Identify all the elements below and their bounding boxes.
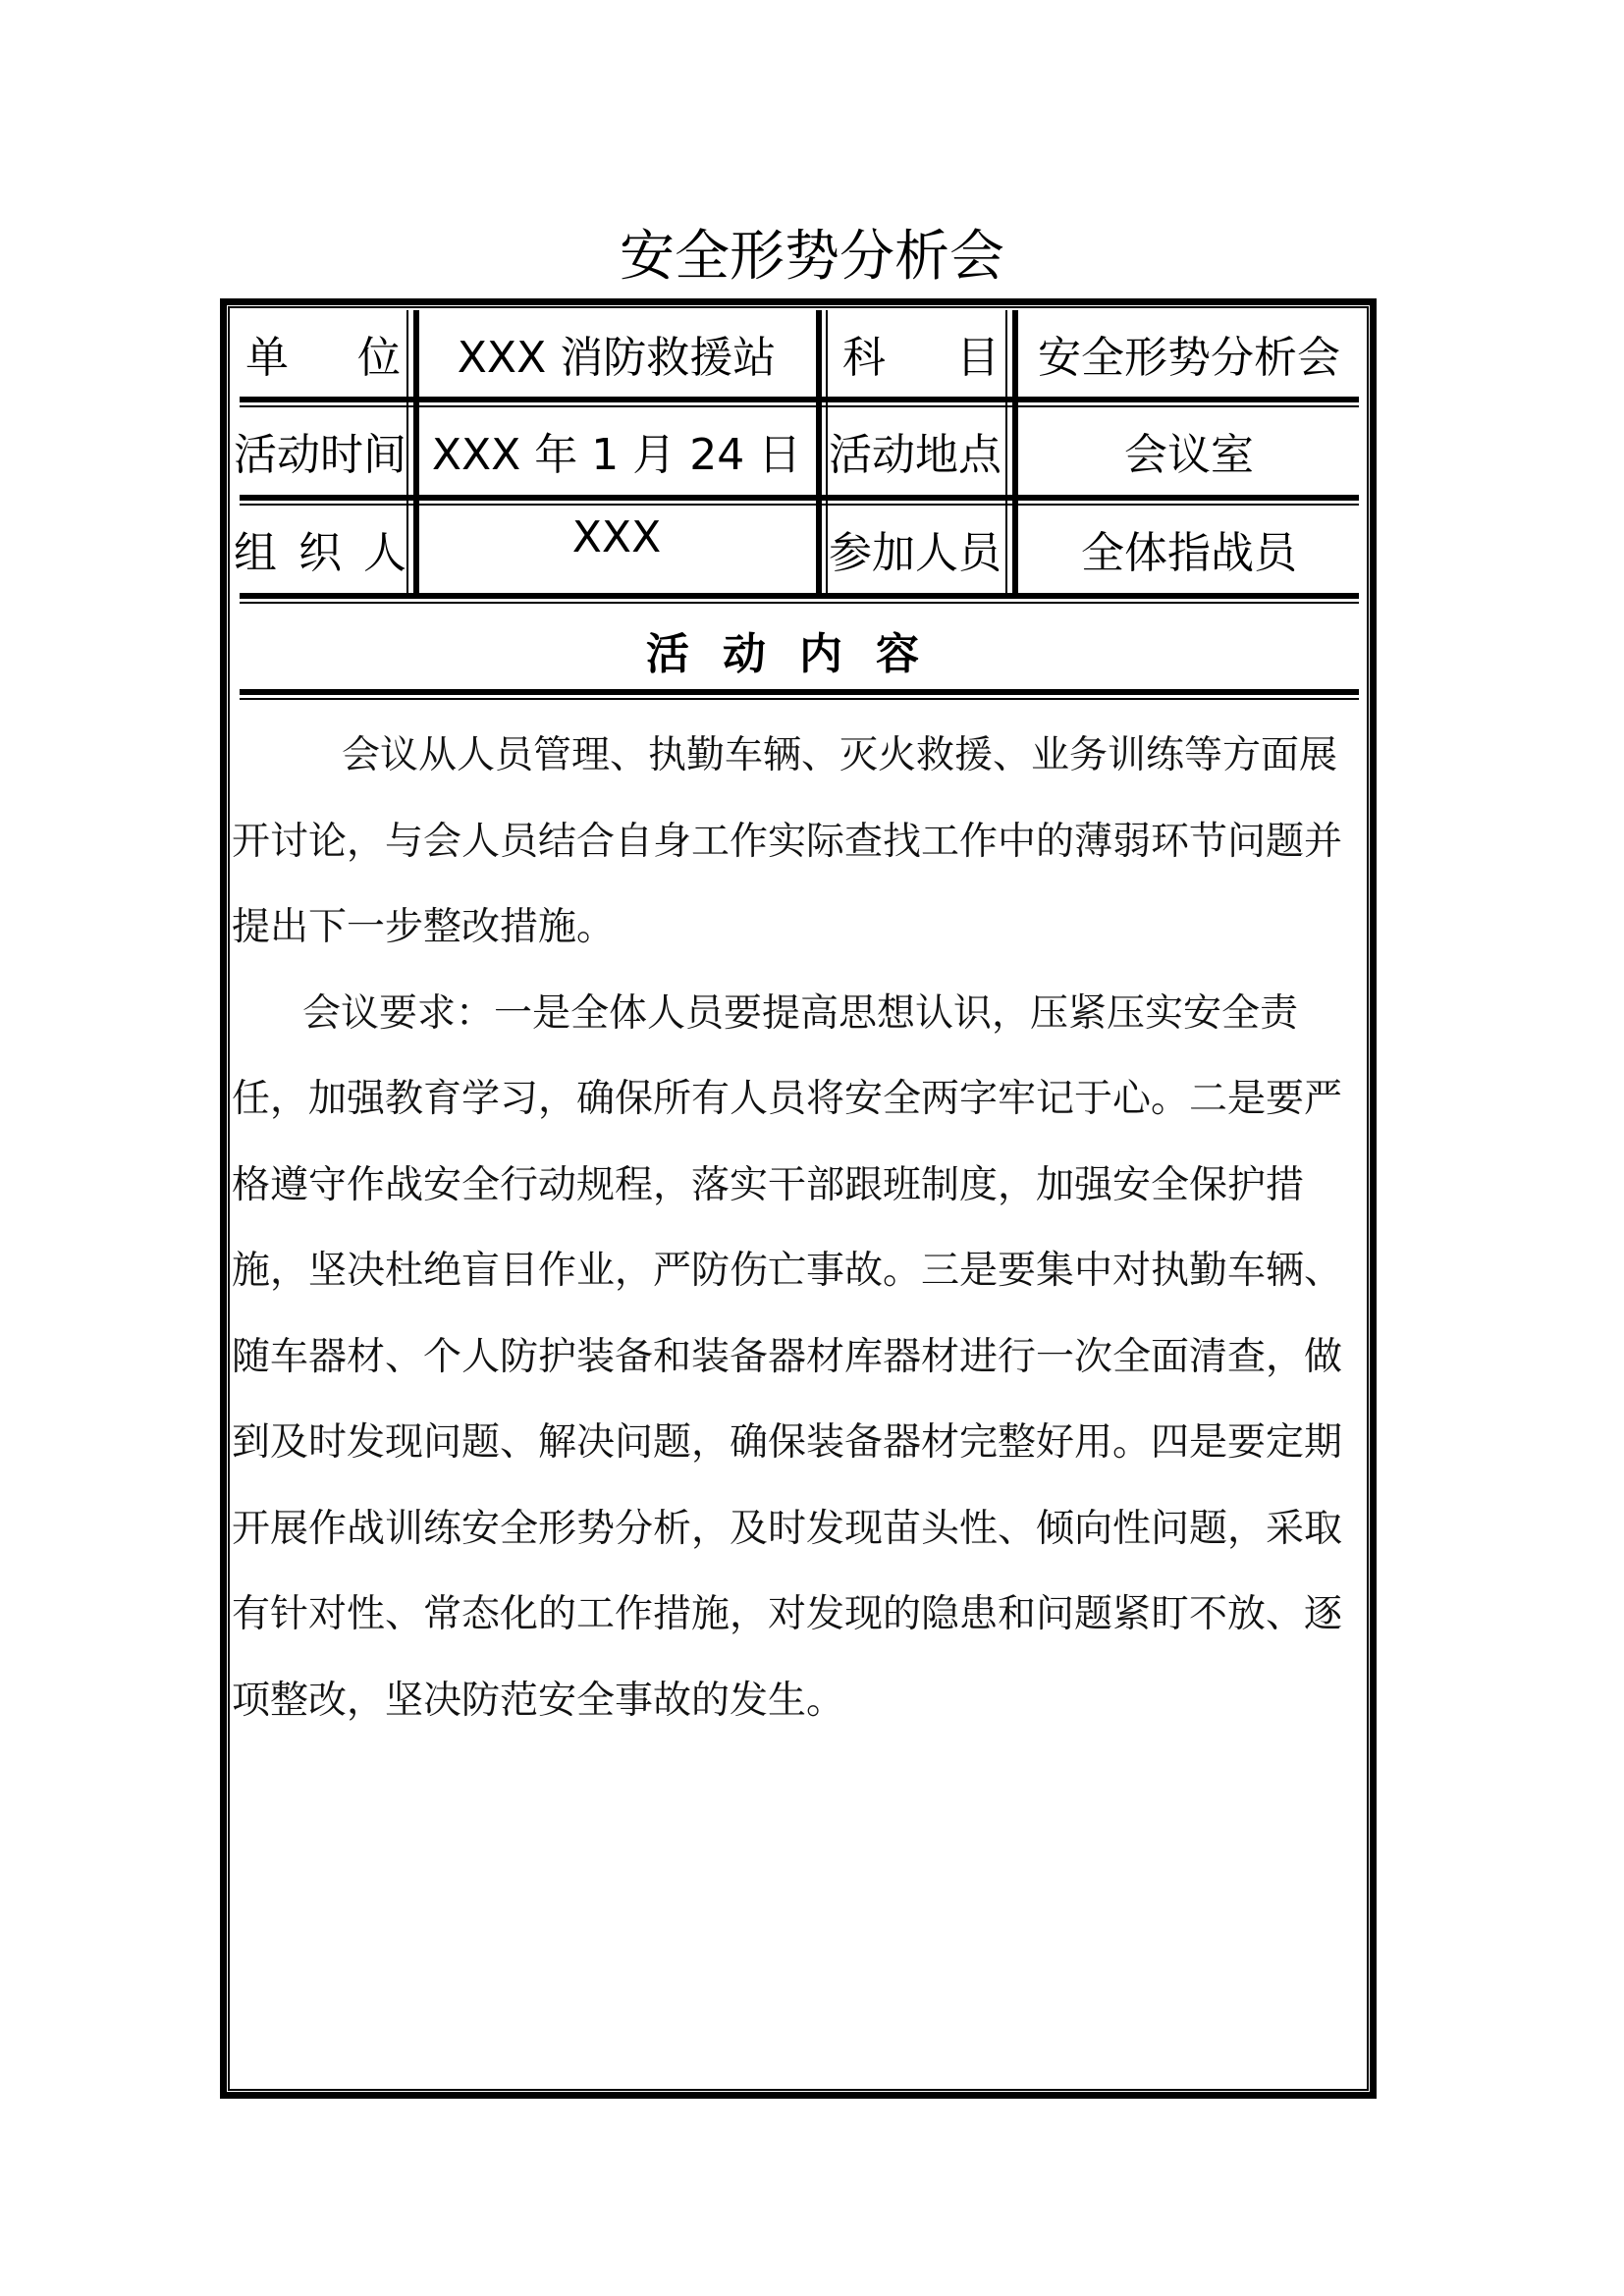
col-divider-a xyxy=(406,310,408,597)
label-unit-char1: 单 xyxy=(245,333,289,383)
value-unit: XXX 消防救援站 xyxy=(457,333,777,383)
label-organizer xyxy=(234,505,406,593)
col-divider-e xyxy=(1005,310,1007,597)
document-title: 安全形势分析会 xyxy=(620,225,1004,289)
section-heading: 活动内容 xyxy=(646,629,952,679)
col-divider-d xyxy=(826,310,828,597)
col-divider-c xyxy=(816,310,822,597)
content-paragraph-1: 会议从人员管理、执勤车辆、灭火救援、业务训练等方面展开讨论，与会人员结合自身工作实际查找工作中的薄弱环节问题并提出下一步整改措施。 xyxy=(232,733,1343,949)
content-paragraph-2: 会议要求：一是全体人员要提高思想认识，压紧压实安全责任，加强教育学习，确保所有人员将安全两字牢记于心。二是要严格遵守作战安全行动规程，落实干部跟班制度，加强安全保护措施，坚决杜绝盲目作业，严防伤亡事故。三是要集中对执勤车辆、随车器材、个人防护装备和装备器材库器材进行一次全面清查，做到及时发现问题、解决问题，确保装备器材完整好用。四是要定期开展作战训练安全形势分析，及时发现苗头性、倾向性问题，采取有针对性、常态化的工作措施，对发现的隐患和问题紧盯不放、逐项整改，坚决防范安全事故的发生。 xyxy=(232,990,1343,1723)
label-organizer-char3: 人 xyxy=(363,528,406,578)
value-organizer: XXX xyxy=(571,512,662,562)
label-participants: 参加人员 xyxy=(829,528,1001,578)
label-subject-char1: 科 xyxy=(842,333,886,383)
value-subject: 安全形势分析会 xyxy=(1038,333,1340,383)
label-subject-char2: 目 xyxy=(956,333,1000,383)
label-unit-char2: 位 xyxy=(357,333,401,383)
label-activity-location: 活动地点 xyxy=(829,430,1001,480)
label-activity-time: 活动时间 xyxy=(234,430,406,480)
col-divider-b xyxy=(413,310,419,597)
activity-content xyxy=(232,713,1351,1743)
section-divider xyxy=(240,689,1359,700)
value-activity-time: XXX 年 1 月 24 日 xyxy=(431,430,802,480)
label-subject xyxy=(842,310,1000,397)
label-organizer-char2: 织 xyxy=(298,528,342,578)
col-divider-f xyxy=(1012,310,1018,597)
value-activity-location: 会议室 xyxy=(1124,430,1254,480)
label-organizer-char1: 组 xyxy=(234,528,277,578)
value-participants: 全体指战员 xyxy=(1081,528,1297,578)
label-unit xyxy=(245,310,401,397)
